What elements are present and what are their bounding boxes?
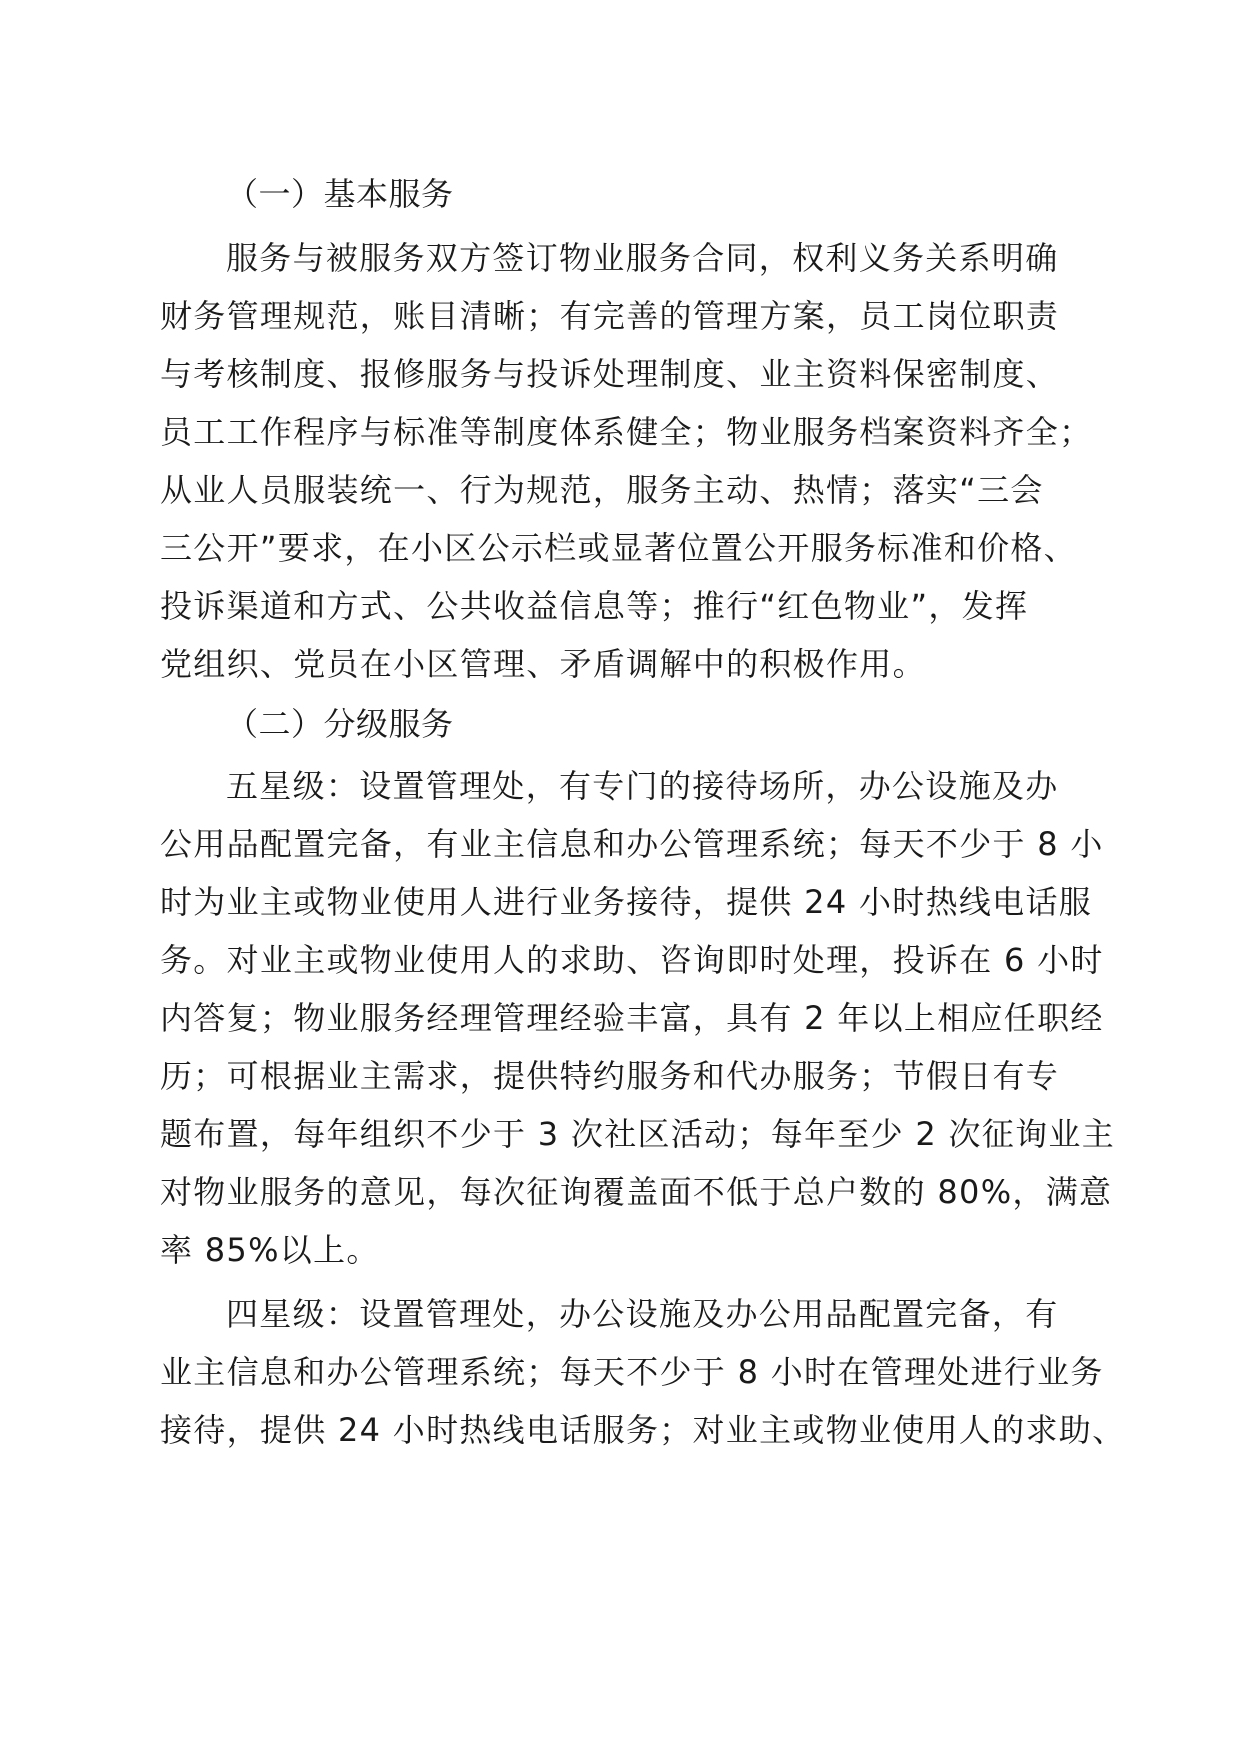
five-star-paragraph-line: 务。对业主或物业使用人的求助、咨询即时处理，投诉在 6 小时 [160, 941, 1104, 979]
basic-paragraph-line: 党组织、党员在小区管理、矛盾调解中的积极作用。 [160, 645, 926, 683]
five-star-paragraph-line: 时为业主或物业使用人进行业务接待，提供 24 小时热线电话服 [160, 883, 1093, 921]
basic-paragraph-line: 财务管理规范，账目清晰；有完善的管理方案，员工岗位职责 [160, 297, 1060, 335]
four-star-paragraph-line: 业主信息和办公管理系统；每天不少于 8 小时在管理处进行业务 [160, 1353, 1104, 1391]
basic-paragraph-line: 服务与被服务双方签订物业服务合同，权利义务关系明确 [226, 239, 1059, 277]
five-star-paragraph-line: 对物业服务的意见，每次征询覆盖面不低于总户数的 80%，满意 [160, 1173, 1113, 1211]
five-star-paragraph-line: 历；可根据业主需求，提供特约服务和代办服务；节假日有专 [160, 1057, 1060, 1095]
basic-paragraph-line: 投诉渠道和方式、公共收益信息等；推行“红色物业”，发挥 [160, 587, 1029, 625]
five-star-paragraph-line: 公用品配置完备，有业主信息和办公管理系统；每天不少于 8 小 [160, 825, 1104, 863]
basic-paragraph-line: 员工工作程序与标准等制度体系健全；物业服务档案资料齐全； [160, 413, 1093, 451]
five-star-paragraph-line: 题布置，每年组织不少于 3 次社区活动；每年至少 2 次征询业主 [160, 1115, 1116, 1153]
heading-basic-service: （一）基本服务 [226, 175, 454, 213]
basic-paragraph-line: 三公开”要求，在小区公示栏或显著位置公开服务标准和价格、 [160, 529, 1077, 567]
basic-paragraph-line: 与考核制度、报修服务与投诉处理制度、业主资料保密制度、 [160, 355, 1060, 393]
five-star-paragraph-line: 五星级：设置管理处，有专门的接待场所，办公设施及办 [226, 767, 1059, 805]
basic-paragraph-line: 从业人员服装统一、行为规范，服务主动、热情；落实“三会 [160, 471, 1044, 509]
heading-tiered-service: （二）分级服务 [226, 705, 454, 743]
four-star-paragraph-line: 接待，提供 24 小时热线电话服务；对业主或物业使用人的求助、 [160, 1411, 1126, 1449]
five-star-paragraph-line: 内答复；物业服务经理管理经验丰富，具有 2 年以上相应任职经 [160, 999, 1104, 1037]
five-star-paragraph-line: 率 85%以上。 [160, 1231, 380, 1269]
four-star-paragraph-line: 四星级：设置管理处，办公设施及办公用品配置完备，有 [226, 1295, 1059, 1333]
